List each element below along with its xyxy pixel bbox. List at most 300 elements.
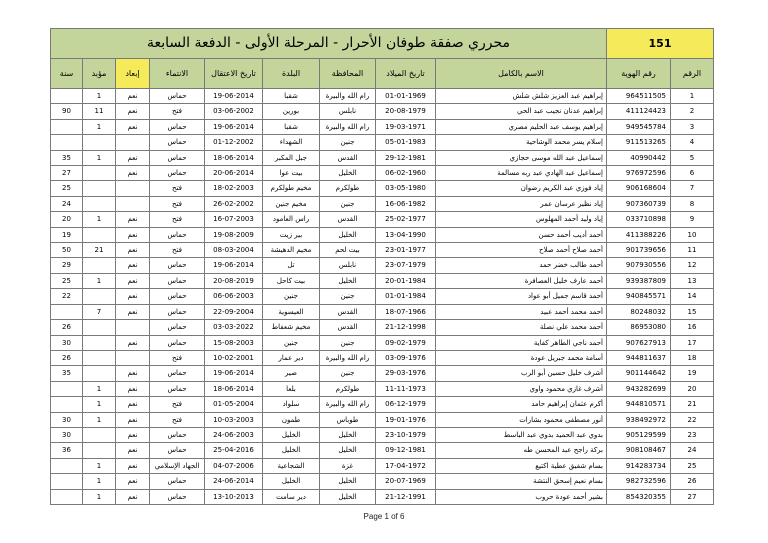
cell-affiliation: فتح [150,350,205,365]
table-row [51,320,714,335]
cell-years: 27 [51,166,83,181]
cell-years: 30 [51,335,83,350]
cell-dob: 23-10-1979 [376,427,436,442]
cell-num: 8 [671,196,714,211]
cell-affiliation: فتح [150,243,205,258]
cell-id: 411124423 [607,104,671,119]
cell-num: 9 [671,212,714,227]
cell-num: 26 [671,474,714,489]
cell-id: 907930556 [607,258,671,273]
cell-arrest-date: 08-03-2004 [205,243,263,258]
cell-name: إبراهيم يوسف عبد الحليم مصري [436,119,607,134]
cell-name: إسماعيل عبد الهادي عبد ربه مسالمة [436,166,607,181]
cell-dob: 21-12-1991 [376,489,436,504]
cell-dob: 01-01-1969 [376,89,436,104]
cell-life [83,166,116,181]
cell-id: 905129599 [607,427,671,442]
table-row [51,196,714,211]
cell-affiliation: حماس [150,135,205,150]
cell-name: أحمد قاسم جميل أبو عواد [436,289,607,304]
cell-id: 80248032 [607,304,671,319]
cell-town: جبل المكبر [263,150,320,165]
cell-name: إسلام يسر محمد الوشاحية [436,135,607,150]
cell-name: أحمد أديب أحمد حسن [436,227,607,242]
cell-town: الشجاعية [263,458,320,473]
cell-town: بيت عوا [263,166,320,181]
cell-num: 10 [671,227,714,242]
header-row [51,59,714,89]
cell-deported: نعم [116,443,150,458]
cell-num: 19 [671,366,714,381]
cell-affiliation: حماس [150,443,205,458]
cell-dob: 03-05-1980 [376,181,436,196]
cell-name: أسامة محمد جبريل عودة [436,350,607,365]
cell-years [51,458,83,473]
cell-town: مخيم شعفاط [263,320,320,335]
cell-dob: 05-01-1983 [376,135,436,150]
title-row [51,29,714,59]
cell-governorate: الخليل [320,474,376,489]
cell-life: 1 [83,474,116,489]
cell-deported: نعم [116,150,150,165]
cell-arrest-date: 26-02-2002 [205,196,263,211]
header-life: مؤبد [83,59,116,89]
cell-num: 27 [671,489,714,504]
prisoners-table [50,28,714,505]
cell-affiliation: حماس [150,335,205,350]
cell-id: 906168604 [607,181,671,196]
table-row [51,212,714,227]
table-row [51,489,714,504]
cell-governorate: رام الله والبيرة [320,397,376,412]
table-row [51,443,714,458]
cell-deported: نعم [116,458,150,473]
cell-num: 15 [671,304,714,319]
cell-name: بدوي عبد الحميد بدوي عبد الباسط [436,427,607,442]
cell-governorate: بيت لحم [320,243,376,258]
cell-id: 911513265 [607,135,671,150]
cell-arrest-date: 24-06-2003 [205,427,263,442]
cell-dob: 21-12-1998 [376,320,436,335]
table-row [51,258,714,273]
cell-num: 25 [671,458,714,473]
cell-town: جنين [263,335,320,350]
cell-id: 939387809 [607,273,671,288]
cell-name: أحمد طالب خضر حمد [436,258,607,273]
table-row [51,427,714,442]
cell-arrest-date: 04-07-2006 [205,458,263,473]
cell-num: 5 [671,150,714,165]
table-row [51,104,714,119]
cell-id: 908108467 [607,443,671,458]
header-name: الاسم بالكامل [436,59,607,89]
cell-years [51,89,83,104]
header-num: الرقم [671,59,714,89]
cell-affiliation: حماس [150,258,205,273]
cell-affiliation: حماس [150,273,205,288]
cell-num: 17 [671,335,714,350]
cell-affiliation: حماس [150,304,205,319]
cell-life: 1 [83,412,116,427]
cell-years [51,135,83,150]
cell-num: 4 [671,135,714,150]
cell-deported [116,135,150,150]
cell-deported: نعم [116,474,150,489]
header-id: رقم الهوية [607,59,671,89]
cell-arrest-date: 15-08-2003 [205,335,263,350]
cell-num: 11 [671,243,714,258]
cell-dob: 20-07-1969 [376,474,436,489]
table-row [51,89,714,104]
header-town: البلدة [263,59,320,89]
cell-name: أشرف خليل حسين أبو الرب [436,366,607,381]
cell-deported [116,320,150,335]
cell-town: دير سامت [263,489,320,504]
cell-id: 949545784 [607,119,671,134]
table-body [51,89,714,505]
cell-affiliation: الجهاد الإسلامي [150,458,205,473]
cell-life: 21 [83,243,116,258]
table-row [51,350,714,365]
cell-arrest-date: 19-06-2014 [205,258,263,273]
cell-id: 40990442 [607,150,671,165]
table-row [51,474,714,489]
cell-years: 19 [51,227,83,242]
table-row [51,335,714,350]
cell-arrest-date: 19-06-2014 [205,366,263,381]
cell-deported: نعم [116,227,150,242]
cell-years: 29 [51,258,83,273]
cell-name: أحمد محمد أحمد عبيد [436,304,607,319]
cell-arrest-date: 22-09-2004 [205,304,263,319]
cell-affiliation: حماس [150,366,205,381]
cell-governorate: طولكرم [320,381,376,396]
cell-years: 36 [51,443,83,458]
cell-years: 22 [51,289,83,304]
cell-town: جنين [263,289,320,304]
cell-governorate: الخليل [320,166,376,181]
cell-name: أنور مصطفى محمود بشارات [436,412,607,427]
cell-id: 982732596 [607,474,671,489]
cell-life: 1 [83,381,116,396]
cell-name: إياد نظير عرسان عمر [436,196,607,211]
cell-life: 7 [83,304,116,319]
cell-name: إياد وليد أحمد المهلوس [436,212,607,227]
cell-arrest-date: 20-08-2019 [205,273,263,288]
cell-affiliation: فتح [150,104,205,119]
cell-affiliation: حماس [150,166,205,181]
cell-governorate: الخليل [320,443,376,458]
header-affiliation: الانتماء [150,59,205,89]
cell-arrest-date: 01-12-2002 [205,135,263,150]
cell-years [51,489,83,504]
cell-town: العيسوية [263,304,320,319]
table-row [51,381,714,396]
cell-deported: نعم [116,489,150,504]
cell-dob: 20-01-1984 [376,273,436,288]
cell-dob: 01-01-1984 [376,289,436,304]
cell-name: أكرم عثمان إبراهيم حامد [436,397,607,412]
cell-town: دير عمار [263,350,320,365]
cell-life: 1 [83,150,116,165]
cell-affiliation: حماس [150,320,205,335]
cell-town: الخليل [263,443,320,458]
cell-name: إسماعيل عبد الله موسى حجازي [436,150,607,165]
cell-life [83,289,116,304]
cell-town: الخليل [263,474,320,489]
cell-deported: نعم [116,412,150,427]
cell-years: 90 [51,104,83,119]
cell-life [83,427,116,442]
cell-deported [116,196,150,211]
cell-governorate: رام الله والبيرة [320,119,376,134]
cell-deported: نعم [116,366,150,381]
cell-name: بسام نعيم إسحق النتشة [436,474,607,489]
cell-id: 914283734 [607,458,671,473]
cell-governorate: جنين [320,135,376,150]
cell-governorate: نابلس [320,104,376,119]
cell-town: بير زيت [263,227,320,242]
cell-affiliation: فتح [150,412,205,427]
cell-town: الشهداء [263,135,320,150]
cell-num: 3 [671,119,714,134]
cell-name: أحمد عارف خليل العصافرة [436,273,607,288]
cell-deported: نعم [116,166,150,181]
table-row [51,289,714,304]
cell-affiliation: حماس [150,381,205,396]
cell-dob: 19-03-1971 [376,119,436,134]
cell-years [51,381,83,396]
cell-years: 25 [51,273,83,288]
cell-num: 21 [671,397,714,412]
cell-deported: نعم [116,289,150,304]
cell-id: 944810571 [607,397,671,412]
header-years: سنة [51,59,83,89]
cell-deported: نعم [116,89,150,104]
cell-deported: نعم [116,273,150,288]
cell-town: مخيم الدهيشة [263,243,320,258]
cell-arrest-date: 24-06-2014 [205,474,263,489]
cell-governorate: الخليل [320,227,376,242]
cell-affiliation: فتح [150,181,205,196]
cell-num: 6 [671,166,714,181]
cell-arrest-date: 19-06-2014 [205,89,263,104]
page-footer: Page 1 of 6 [363,512,405,521]
cell-life [83,258,116,273]
cell-deported: نعم [116,119,150,134]
cell-deported [116,350,150,365]
cell-years: 26 [51,350,83,365]
cell-affiliation: حماس [150,289,205,304]
cell-life [83,320,116,335]
cell-num: 13 [671,273,714,288]
cell-num: 23 [671,427,714,442]
table-row [51,273,714,288]
cell-affiliation: حماس [150,89,205,104]
cell-id: 976972596 [607,166,671,181]
cell-num: 1 [671,89,714,104]
cell-name: إبراهيم عدنان نجيب عبد الحي [436,104,607,119]
cell-num: 20 [671,381,714,396]
table-row [51,458,714,473]
cell-life [83,335,116,350]
cell-dob: 20-08-1979 [376,104,436,119]
cell-affiliation: فتح [150,196,205,211]
cell-id: 907627913 [607,335,671,350]
cell-town: بورين [263,104,320,119]
cell-arrest-date: 16-07-2003 [205,212,263,227]
cell-governorate: القدس [320,320,376,335]
cell-dob: 09-12-1981 [376,443,436,458]
cell-affiliation: حماس [150,427,205,442]
table-row [51,397,714,412]
cell-town: مخيم طولكرم [263,181,320,196]
cell-id: 86953080 [607,320,671,335]
cell-id: 938492972 [607,412,671,427]
cell-affiliation: حماس [150,150,205,165]
cell-id: 901144642 [607,366,671,381]
cell-num: 7 [671,181,714,196]
cell-governorate: رام الله والبيرة [320,350,376,365]
cell-life: 11 [83,104,116,119]
cell-arrest-date: 03-03-2022 [205,320,263,335]
cell-life: 1 [83,458,116,473]
header-arrest-date: تاريخ الاعتقال [205,59,263,89]
cell-town: شقبا [263,89,320,104]
cell-dob: 29-12-1981 [376,150,436,165]
cell-town: صير [263,366,320,381]
cell-num: 22 [671,412,714,427]
cell-dob: 09-02-1979 [376,335,436,350]
cell-life: 1 [83,119,116,134]
cell-affiliation: فتح [150,397,205,412]
cell-id: 940845571 [607,289,671,304]
cell-dob: 19-01-1976 [376,412,436,427]
cell-dob: 23-07-1979 [376,258,436,273]
cell-life: 1 [83,397,116,412]
cell-dob: 06-12-1979 [376,397,436,412]
cell-years: 30 [51,427,83,442]
cell-affiliation: حماس [150,227,205,242]
cell-dob: 13-04-1990 [376,227,436,242]
cell-town: راس العامود [263,212,320,227]
cell-dob: 18-07-1966 [376,304,436,319]
cell-num: 14 [671,289,714,304]
cell-town: سلواد [263,397,320,412]
cell-governorate: جنين [320,196,376,211]
cell-years: 20 [51,212,83,227]
cell-num: 16 [671,320,714,335]
cell-name: أحمد محمد علي نصلة [436,320,607,335]
cell-governorate: الخليل [320,273,376,288]
cell-dob: 11-11-1973 [376,381,436,396]
cell-affiliation: حماس [150,474,205,489]
cell-governorate: الخليل [320,427,376,442]
cell-deported: نعم [116,335,150,350]
cell-life [83,196,116,211]
cell-name: أحمد صلاح أحمد صلاح [436,243,607,258]
cell-governorate: القدس [320,212,376,227]
cell-arrest-date: 18-06-2014 [205,150,263,165]
cell-life [83,443,116,458]
cell-town: بلعا [263,381,320,396]
cell-arrest-date: 01-05-2004 [205,397,263,412]
cell-life: 1 [83,273,116,288]
cell-num: 12 [671,258,714,273]
page-title: محرري صفقة طوفان الأحرار - المرحلة الأولى - الدفعة السابعة [51,29,607,59]
cell-years: 50 [51,243,83,258]
cell-dob: 03-09-1976 [376,350,436,365]
count-badge: 151 [607,29,714,59]
cell-years: 35 [51,150,83,165]
cell-dob: 06-02-1960 [376,166,436,181]
cell-id: 944811637 [607,350,671,365]
cell-years: 30 [51,412,83,427]
cell-town: تل [263,258,320,273]
cell-years: 25 [51,181,83,196]
cell-id: 964511505 [607,89,671,104]
cell-name: بسام شفيق عطية اكتيع [436,458,607,473]
table-row [51,119,714,134]
cell-deported: نعم [116,381,150,396]
cell-arrest-date: 18-02-2003 [205,181,263,196]
cell-id: 943282699 [607,381,671,396]
cell-governorate: طولكرم [320,181,376,196]
cell-deported: نعم [116,427,150,442]
cell-dob: 17-04-1972 [376,458,436,473]
cell-governorate: جنين [320,335,376,350]
table-row [51,135,714,150]
cell-arrest-date: 13-10-2013 [205,489,263,504]
cell-id: 411388226 [607,227,671,242]
header-governorate: المحافظة [320,59,376,89]
cell-arrest-date: 03-06-2002 [205,104,263,119]
cell-arrest-date: 25-04-2016 [205,443,263,458]
cell-deported: نعم [116,212,150,227]
cell-name: بشير أحمد عودة حروب [436,489,607,504]
cell-name: أحمد ناجي الطاهر كفاية [436,335,607,350]
cell-governorate: القدس [320,304,376,319]
cell-life [83,350,116,365]
cell-governorate: جنين [320,366,376,381]
cell-town: الخليل [263,427,320,442]
table-row [51,181,714,196]
cell-num: 18 [671,350,714,365]
table-row [51,366,714,381]
cell-affiliation: حماس [150,489,205,504]
table-row [51,243,714,258]
cell-arrest-date: 10-03-2003 [205,412,263,427]
cell-deported: نعم [116,397,150,412]
cell-governorate: القدس [320,150,376,165]
cell-life [83,181,116,196]
cell-life: 1 [83,89,116,104]
cell-years [51,474,83,489]
cell-affiliation: حماس [150,119,205,134]
cell-governorate: نابلس [320,258,376,273]
cell-deported: نعم [116,104,150,119]
cell-governorate: طوباس [320,412,376,427]
cell-arrest-date: 06-06-2003 [205,289,263,304]
header-dob: تاريخ الميلاد [376,59,436,89]
cell-name: بركة راجح عبد المحسن طه [436,443,607,458]
cell-years [51,304,83,319]
cell-years [51,119,83,134]
cell-deported: نعم [116,304,150,319]
cell-arrest-date: 19-06-2014 [205,119,263,134]
cell-life: 1 [83,489,116,504]
cell-governorate: غزة [320,458,376,473]
